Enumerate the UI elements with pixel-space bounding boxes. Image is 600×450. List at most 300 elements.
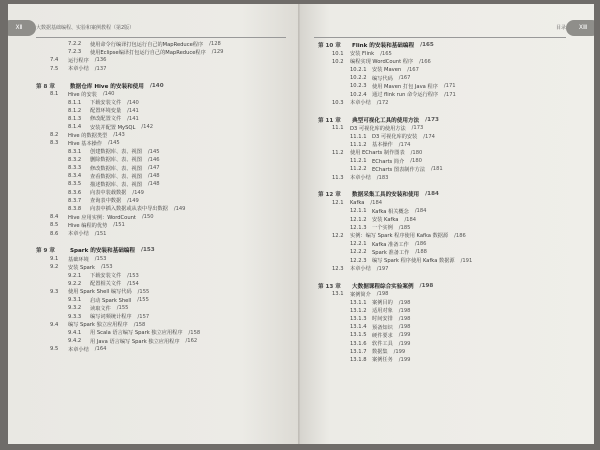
toc-entry-title: D3 可视化库的使用方法 (350, 125, 406, 132)
toc-entry-title: 创建数据库、表、视图 (90, 149, 142, 156)
toc-gap (36, 238, 292, 246)
toc-entry-number: 9.4.1 (68, 329, 82, 336)
toc-entry-number: 8.3.3 (68, 165, 82, 172)
toc-entry-number: 10.3 (332, 99, 344, 106)
toc-entry-title: 预备知识 (372, 324, 393, 331)
toc-entry-number: 8.1.3 (68, 115, 82, 122)
toc-entry-number: 12.1.2 (350, 216, 367, 223)
toc-entry-number: 8.1.2 (68, 107, 82, 114)
toc-entry-page: /198 (398, 315, 411, 322)
toc-entry-number: 9.5 (50, 346, 59, 353)
toc-entry-number: 11.2.1 (350, 158, 367, 165)
toc-entry-title: Hive 编程的优势 (68, 222, 108, 229)
toc-entry-title: 编写代码 (372, 75, 393, 82)
toc-entry-title: 本章小结 (68, 231, 89, 238)
toc-entry-page: /141 (127, 107, 139, 114)
toc-chapter-entry (318, 40, 578, 50)
toc-entry-page: /171 (443, 83, 456, 90)
toc-entry-number: 第 12 章 (318, 192, 341, 199)
toc-entry-title: 用 Scala 语言编写 Spark 独立应用程序 (90, 330, 183, 337)
toc-entry-page: /198 (398, 299, 411, 306)
toc-sub-entry (318, 141, 578, 149)
toc-entry-number: 12.2.1 (350, 241, 367, 248)
toc-entry-page: /141 (127, 115, 139, 122)
toc-entry-number: 8.3.7 (68, 197, 82, 204)
toc-section-entry (36, 288, 292, 296)
toc-entry-page: /158 (133, 321, 146, 328)
toc-entry-page: /184 (414, 208, 427, 215)
toc-entry-page: /198 (398, 324, 411, 331)
toc-entry-number: 10.2.3 (350, 83, 367, 90)
toc-entry-page: /154 (127, 280, 139, 287)
toc-entry-title: 软件工具 (372, 341, 393, 348)
toc-entry-page: /198 (419, 282, 434, 289)
toc-entry-title: 使用命令行编译打包运行自己的MapReduce程序 (90, 41, 204, 48)
toc-entry-number: 10.2.1 (350, 66, 367, 73)
toc-entry-number: 8.6 (50, 230, 59, 237)
toc-entry-page: /184 (404, 216, 417, 223)
toc-section-entry (318, 265, 578, 273)
toc-sub-entry (36, 337, 292, 345)
toc-gap (36, 73, 292, 81)
toc-entry-number: 第 9 章 (36, 248, 55, 255)
toc-entry-page: /167 (407, 66, 419, 73)
toc-entry-page: /166 (419, 58, 431, 65)
toc-sub-entry (318, 133, 578, 141)
toc-sub-entry (36, 164, 292, 172)
toc-entry-page: /148 (147, 181, 160, 188)
toc-entry-page: /172 (376, 99, 389, 106)
toc-entry-number: 11.1 (332, 125, 344, 132)
toc-entry-page: /165 (380, 50, 392, 57)
toc-entry-title: 读取文件 (90, 305, 111, 312)
right-page-number: ⅩⅢ (566, 20, 594, 36)
toc-entry-title: 案例任务 (372, 357, 393, 364)
toc-sub-entry (36, 180, 292, 188)
toc-entry-title: 使用Eclipse编译打包运行自己的MapReduce程序 (90, 49, 206, 56)
toc-entry-number: 7.2.2 (68, 41, 82, 48)
toc-entry-title: 数据采集工具的安装和使用 (352, 192, 420, 199)
toc-entry-number: 13.1.7 (350, 348, 367, 355)
toc-entry-page: /199 (398, 332, 411, 339)
toc-entry-number: 12.2 (332, 232, 344, 239)
toc-entry-number: 8.2 (50, 132, 59, 139)
toc-sub-entry (318, 165, 578, 173)
toc-sub-entry (318, 66, 578, 74)
toc-entry-page: /167 (398, 75, 411, 82)
toc-entry-page: /140 (149, 82, 164, 89)
toc-section-entry (318, 149, 578, 157)
toc-entry-page: /153 (127, 272, 139, 279)
toc-entry-number: 13.1.2 (350, 307, 367, 314)
toc-entry-title: 适用对象 (372, 308, 393, 315)
toc-entry-number: 第 10 章 (318, 42, 341, 49)
toc-sub-entry (318, 348, 578, 356)
toc-entry-number: 13.1.4 (350, 324, 367, 331)
left-page-header: 大数据基础编程、实验和案例教程（第2版） (36, 25, 135, 31)
toc-entry-page: /181 (431, 166, 443, 173)
toc-entry-number: 13.1.6 (350, 340, 367, 347)
toc-entry-page: /199 (398, 356, 411, 363)
toc-entry-page: /174 (398, 141, 411, 148)
toc-sub-entry (318, 216, 578, 224)
toc-entry-title: 硬件要求 (372, 332, 393, 339)
toc-section-entry (318, 99, 578, 107)
toc-section-entry (36, 345, 292, 353)
toc-entry-page: /155 (137, 297, 149, 304)
toc-entry-page: /149 (173, 205, 186, 212)
toc-entry-page: /129 (211, 49, 224, 56)
toc-entry-title: 安装 Maven (372, 67, 402, 74)
toc-entry-title: 编写 Spark 程序使用 Kafka 数据源 (372, 258, 455, 265)
left-page (8, 4, 300, 444)
toc-entry-number: 12.2.2 (350, 249, 367, 256)
toc-entry-page: /180 (410, 149, 423, 156)
toc-entry-number: 8.3.5 (68, 181, 82, 188)
toc-section-entry (318, 173, 578, 181)
toc-entry-title: Hive 的安装 (68, 91, 97, 98)
toc-entry-page: /199 (393, 348, 406, 355)
toc-entry-page: /145 (147, 148, 160, 155)
toc-entry-title: 修改配置文件 (90, 116, 122, 123)
toc-entry-page: /150 (141, 214, 154, 221)
toc-entry-title: Spark 的安装和基础编程 (70, 248, 135, 255)
toc-entry-number: 9.2.2 (68, 280, 82, 287)
toc-sub-entry (36, 156, 292, 164)
toc-entry-number: 12.1.1 (350, 208, 367, 215)
toc-entry-number: 8.1 (50, 91, 59, 98)
toc-entry-title: 用 Java 语言编写 Spark 独立应用程序 (90, 338, 180, 345)
toc-entry-page: /153 (140, 247, 155, 254)
toc-chapter-entry (36, 246, 292, 256)
toc-entry-number: 11.3 (332, 174, 344, 181)
toc-section-entry (36, 65, 292, 73)
toc-entry-number: 8.3.6 (68, 189, 82, 196)
toc-entry-page: /143 (113, 132, 125, 139)
toc-entry-title: 编写词频统计程序 (90, 314, 132, 321)
toc-entry-title: 安装 Kafka (372, 217, 399, 224)
toc-sub-entry (36, 272, 292, 280)
toc-entry-title: Kafka (350, 200, 365, 207)
toc-entry-number: 7.2.3 (68, 49, 82, 56)
toc-entry-number: 10.1 (332, 50, 344, 57)
toc-entry-page: /142 (141, 124, 154, 131)
toc-chapter-entry (318, 281, 578, 291)
toc-entry-page: /184 (370, 200, 383, 207)
toc-section-entry (318, 232, 578, 240)
toc-sub-entry (36, 107, 292, 115)
toc-entry-title: 本章小结 (350, 175, 371, 182)
toc-section-entry (318, 58, 578, 66)
toc-entry-number: 10.2 (332, 58, 344, 65)
toc-entry-page: /198 (376, 291, 389, 298)
toc-entry-page: /184 (425, 191, 439, 198)
toc-entry-page: /188 (415, 249, 427, 256)
toc-sub-entry (318, 299, 578, 307)
toc-entry-number: 8.3 (50, 140, 59, 147)
toc-entry-number: 8.1.1 (68, 99, 82, 106)
toc-entry-page: /146 (147, 156, 160, 163)
toc-section-entry (36, 321, 292, 329)
toc-sub-entry (36, 304, 292, 312)
toc-entry-page: /140 (102, 91, 115, 98)
toc-entry-page: /151 (113, 222, 125, 229)
toc-entry-title: 本章小结 (350, 266, 371, 273)
toc-entry-number: 10.2.2 (350, 75, 367, 82)
toc-entry-page: /164 (94, 346, 107, 353)
toc-entry-number: 11.1.1 (350, 133, 367, 140)
toc-entry-title: 查询表中数据 (90, 198, 122, 205)
toc-entry-title: 本章小结 (68, 346, 89, 353)
right-toc (318, 40, 578, 364)
toc-section-entry (36, 56, 292, 64)
toc-chapter-entry (36, 81, 292, 91)
toc-entry-title: 案例目的 (372, 300, 393, 307)
toc-section-entry (36, 229, 292, 237)
toc-sub-entry (318, 323, 578, 331)
toc-sub-entry (318, 248, 578, 256)
toc-entry-page: /171 (444, 91, 456, 98)
toc-chapter-entry (318, 190, 578, 200)
toc-entry-page: /149 (127, 197, 139, 204)
toc-entry-number: 8.4 (50, 214, 59, 221)
toc-entry-number: 9.4 (50, 321, 59, 328)
toc-sub-entry (36, 189, 292, 197)
toc-entry-title: 下载安装文件 (90, 100, 122, 107)
toc-entry-page: /157 (137, 313, 150, 320)
toc-entry-number: 12.2.3 (350, 257, 367, 264)
toc-entry-number: 13.1.5 (350, 332, 367, 339)
toc-sub-entry (36, 205, 292, 213)
toc-sub-entry (36, 280, 292, 288)
toc-entry-title: Kafka 准备工作 (372, 241, 409, 248)
toc-entry-page: /149 (132, 189, 144, 196)
toc-entry-title: 时间安排 (372, 316, 393, 323)
toc-entry-page: /191 (460, 257, 473, 264)
toc-entry-page: /151 (94, 230, 107, 237)
toc-entry-number: 第 11 章 (318, 117, 341, 124)
toc-entry-number: 11.2 (332, 149, 344, 156)
toc-entry-title: 基本操作 (372, 142, 393, 149)
toc-entry-title: 查看数据库、表、视图 (90, 173, 142, 180)
toc-entry-page: /155 (137, 288, 150, 295)
toc-entry-title: 案例简介 (350, 291, 371, 298)
toc-entry-title: 配置相关文件 (90, 281, 122, 288)
toc-entry-title: 实例：编写 Spark 程序使用 Kafka 数据源 (350, 233, 449, 240)
toc-entry-page: /136 (94, 57, 107, 64)
toc-entry-page: /183 (376, 174, 389, 181)
toc-entry-number: 12.1.3 (350, 224, 367, 231)
toc-entry-title: 安装 Spark (68, 264, 95, 271)
toc-entry-title: 删除数据库、表、视图 (90, 157, 142, 164)
toc-entry-title: 向表中插入数据或从表中导出数据 (90, 206, 168, 213)
toc-sub-entry (36, 48, 292, 56)
toc-entry-page: /165 (420, 41, 434, 48)
toc-entry-title: 下载安装文件 (90, 273, 122, 280)
toc-sub-entry (36, 296, 292, 304)
toc-entry-page: /199 (398, 340, 411, 347)
toc-section-entry (318, 199, 578, 207)
toc-entry-page: /162 (185, 338, 198, 345)
toc-entry-title: ECharts 图表制作方法 (372, 166, 426, 173)
toc-sub-entry (318, 256, 578, 264)
toc-entry-number: 12.1 (332, 200, 344, 207)
toc-entry-page: /174 (423, 133, 435, 140)
toc-entry-page: /180 (410, 158, 422, 165)
toc-entry-title: Kafka 相关概念 (372, 208, 409, 215)
left-toc (36, 40, 292, 353)
toc-section-entry (36, 263, 292, 271)
toc-entry-number: 第 8 章 (36, 83, 55, 90)
toc-entry-number: 13.1.3 (350, 315, 367, 322)
toc-sub-entry (318, 315, 578, 323)
toc-sub-entry (36, 148, 292, 156)
toc-section-entry (36, 221, 292, 229)
toc-sub-entry (318, 307, 578, 315)
toc-entry-page: /155 (116, 305, 129, 312)
toc-entry-number: 11.2.2 (350, 166, 367, 173)
toc-entry-page: /137 (94, 65, 107, 72)
toc-entry-title: 修改数据库、表、视图 (90, 165, 142, 172)
toc-entry-number: 8.3.2 (68, 156, 82, 163)
toc-entry-number: 7.5 (50, 65, 59, 72)
toc-entry-page: /147 (147, 165, 160, 172)
toc-entry-title: 编程实现 WordCount 程序 (350, 59, 414, 66)
toc-entry-page: /173 (425, 116, 439, 123)
toc-section-entry (36, 139, 292, 147)
toc-entry-title: 数据仓库 Hive 的安装和使用 (70, 83, 144, 90)
toc-entry-number: 10.2.4 (350, 91, 367, 98)
left-page-number: ⅩⅡ (8, 20, 36, 36)
toc-sub-entry (318, 157, 578, 165)
toc-entry-title: 运行程序 (68, 57, 89, 64)
toc-entry-page: /153 (94, 256, 107, 263)
toc-sub-entry (36, 115, 292, 123)
toc-entry-title: 安装并配置 MySQL (90, 124, 136, 131)
toc-entry-title: 本章小结 (350, 100, 371, 107)
toc-gap (318, 107, 578, 115)
toc-entry-number: 13.1.1 (350, 299, 367, 306)
toc-sub-entry (318, 224, 578, 232)
toc-sub-entry (318, 82, 578, 90)
toc-entry-title: Flink 的安装和基础编程 (352, 42, 415, 49)
toc-entry-page: /198 (398, 307, 411, 314)
toc-entry-number: 9.3.2 (68, 305, 82, 312)
toc-entry-page: /158 (188, 329, 201, 336)
toc-entry-title: 基础环境 (68, 256, 89, 263)
open-book (8, 4, 594, 444)
toc-entry-title: 描述数据库、表、视图 (90, 181, 142, 188)
right-header-rule (314, 37, 566, 38)
toc-entry-title: 使用 Maven 打包 Java 程序 (372, 83, 438, 90)
toc-section-entry (318, 290, 578, 298)
toc-entry-title: Hive 基本操作 (68, 140, 103, 147)
toc-entry-page: /186 (414, 241, 427, 248)
toc-entry-number: 11.1.2 (350, 141, 367, 148)
toc-entry-title: Spark 准备工作 (372, 249, 410, 256)
toc-entry-title: Hive 的数据类型 (68, 132, 108, 139)
toc-entry-number: 第 13 章 (318, 283, 341, 290)
toc-entry-title: 数据集 (372, 349, 388, 356)
toc-entry-number: 13.1 (332, 291, 344, 298)
toc-entry-title: 使用 Spark Shell 编写代码 (68, 289, 132, 296)
toc-sub-entry (318, 240, 578, 248)
toc-sub-entry (36, 312, 292, 320)
toc-sub-entry (318, 339, 578, 347)
toc-gap (318, 182, 578, 190)
toc-entry-number: 8.3.1 (68, 148, 82, 155)
toc-entry-title: ECharts 简介 (372, 158, 405, 165)
toc-sub-entry (36, 172, 292, 180)
toc-entry-title: 通过 flink run 命令运行程序 (372, 92, 439, 99)
left-header-rule (36, 37, 286, 38)
toc-section-entry (36, 90, 292, 98)
toc-entry-number: 9.4.2 (68, 338, 82, 345)
toc-entry-title: 典型可视化工具的使用方法 (352, 117, 420, 124)
toc-entry-title: 向表中装载数据 (90, 190, 127, 197)
toc-entry-number: 8.3.4 (68, 173, 82, 180)
toc-sub-entry (318, 331, 578, 339)
toc-section-entry (36, 255, 292, 263)
toc-entry-page: /128 (209, 41, 221, 48)
toc-sub-entry (318, 207, 578, 215)
right-page (300, 4, 594, 444)
toc-entry-page: /185 (398, 224, 411, 231)
toc-entry-title: 本章小结 (68, 66, 89, 73)
toc-entry-number: 8.5 (50, 222, 59, 229)
toc-entry-page: /140 (127, 99, 139, 106)
toc-entry-number: 9.2.1 (68, 272, 82, 279)
toc-sub-entry (36, 98, 292, 106)
toc-entry-number: 12.3 (332, 265, 344, 272)
toc-entry-number: 9.3.3 (68, 313, 82, 320)
toc-chapter-entry (318, 115, 578, 125)
toc-entry-title: 编写 Spark 独立应用程序 (68, 322, 128, 329)
toc-sub-entry (318, 90, 578, 98)
toc-entry-title: Hive 应用实例：WordCount (68, 214, 136, 221)
toc-entry-number: 13.1.8 (350, 356, 367, 363)
toc-entry-page: /173 (411, 125, 424, 132)
toc-entry-title: 一个实例 (372, 225, 393, 232)
toc-sub-entry (36, 329, 292, 337)
toc-entry-page: /148 (147, 173, 160, 180)
toc-entry-number: 9.1 (50, 256, 59, 263)
toc-entry-number: 8.1.4 (68, 124, 82, 131)
toc-entry-title: 大数据课程综合实验案例 (352, 283, 414, 290)
toc-entry-number: 9.3.1 (68, 297, 82, 304)
toc-entry-number: 8.3.8 (68, 205, 82, 212)
toc-section-entry (318, 124, 578, 132)
toc-entry-title: 配置环境变量 (90, 108, 122, 115)
toc-entry-title: 安装 Flink (350, 51, 375, 58)
toc-sub-entry (36, 40, 292, 48)
toc-entry-page: /197 (376, 265, 389, 272)
right-page-header: 目录 (555, 25, 566, 31)
toc-gap (318, 273, 578, 281)
toc-entry-title: 使用 ECharts 制作图表 (350, 150, 405, 157)
toc-section-entry (318, 50, 578, 58)
toc-section-entry (36, 213, 292, 221)
toc-entry-number: 9.3 (50, 288, 59, 295)
toc-sub-entry (318, 356, 578, 364)
toc-sub-entry (318, 74, 578, 82)
toc-sub-entry (36, 197, 292, 205)
toc-entry-number: 9.2 (50, 264, 59, 271)
toc-entry-title: D3 可视化库的安装 (372, 134, 418, 141)
toc-entry-page: /145 (108, 140, 120, 147)
toc-entry-number: 7.4 (50, 57, 59, 64)
toc-entry-title: 启动 Spark Shell (90, 297, 132, 304)
